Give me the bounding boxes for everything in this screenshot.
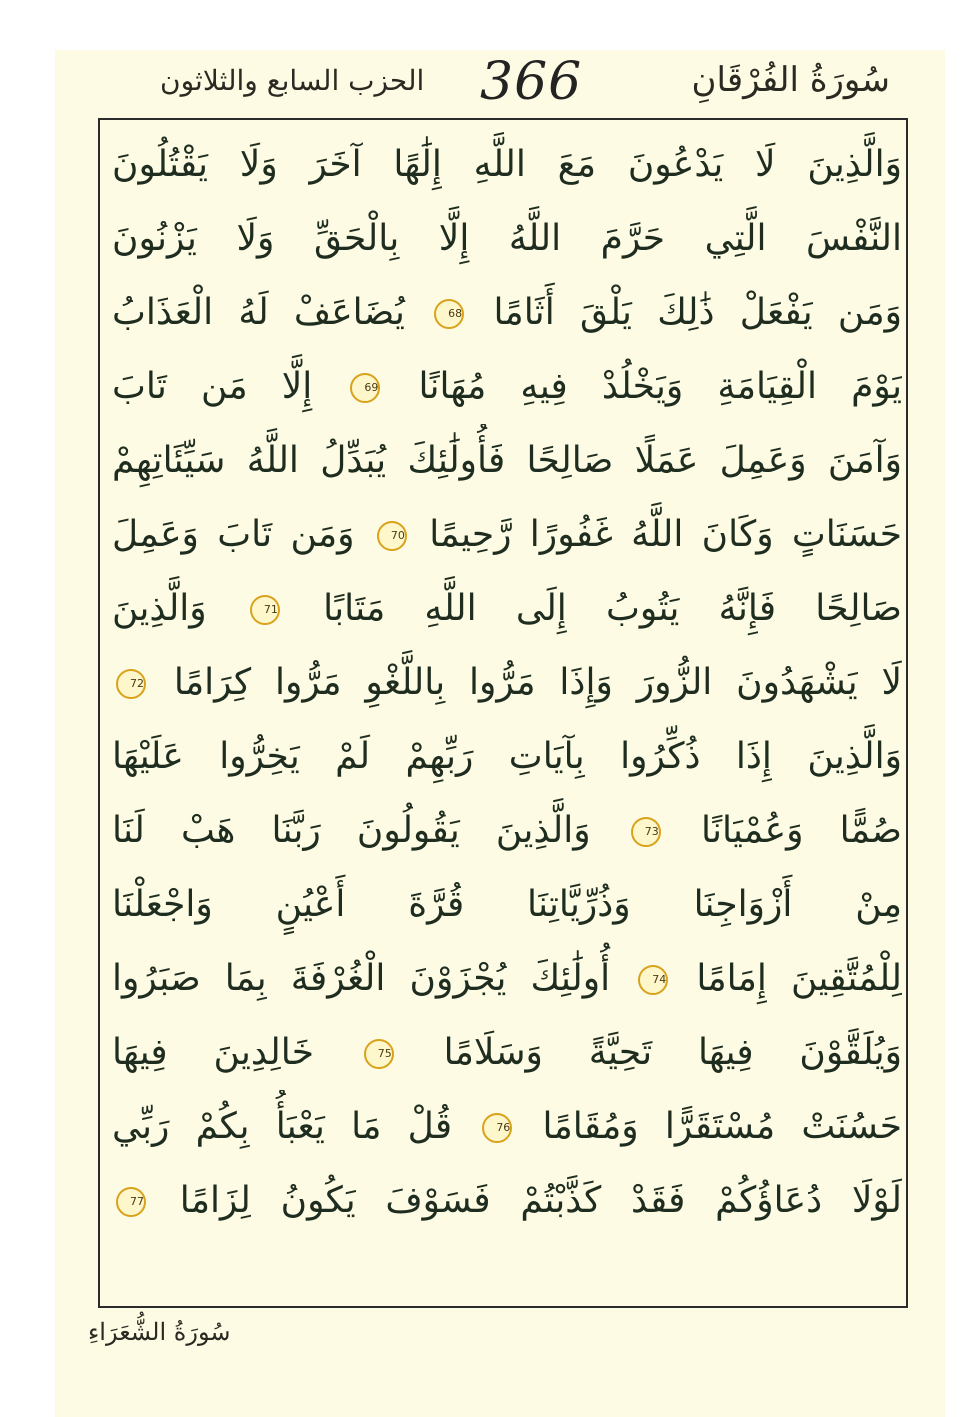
text-line xyxy=(112,424,902,498)
text-line xyxy=(112,1016,902,1090)
ayah-number-marker: 70 xyxy=(377,521,407,551)
verse-text: وَمَن يَفْعَلْ ذَٰلِكَ يَلْقَ أَثَامًا xyxy=(493,292,902,333)
text-line xyxy=(112,350,902,424)
verse-text: خَالِدِينَ فِيهَا xyxy=(112,1032,314,1073)
verse-text: لَوْلَا دُعَاؤُكُمْ فَقَدْ كَذَّبْتُمْ فَسَوْفَ يَكُونُ لِزَامًا xyxy=(179,1180,902,1221)
text-line xyxy=(112,794,902,868)
verse-text: يَوْمَ الْقِيَامَةِ وَيَخْلُدْ فِيهِ مُهَانًا xyxy=(418,366,902,407)
verse-text: حَسَنَاتٍ وَكَانَ اللَّهُ غَفُورًا رَّحِيمًا xyxy=(429,514,902,555)
verse-text: صَالِحًا فَإِنَّهُ يَتُوبُ إِلَى اللَّهِ مَتَابًا xyxy=(323,588,902,629)
verse-text: وَالَّذِينَ xyxy=(112,588,207,629)
verse-text: يُضَاعَفْ لَهُ الْعَذَابُ xyxy=(112,292,405,333)
page-number: 366 xyxy=(480,52,583,112)
quran-text-block xyxy=(112,128,902,1238)
text-line xyxy=(112,276,902,350)
verse-text: وَالَّذِينَ يَقُولُونَ رَبَّنَا هَبْ لَنَا xyxy=(112,810,591,851)
text-line xyxy=(112,128,902,202)
verse-text: لَا يَشْهَدُونَ الزُّورَ وَإِذَا مَرُّوا بِاللَّغْوِ مَرُّوا كِرَامًا xyxy=(173,662,902,703)
verse-text: وَيُلَقَّوْنَ فِيهَا تَحِيَّةً وَسَلَامًا xyxy=(443,1032,902,1073)
page-header xyxy=(60,52,910,122)
ayah-number-marker: 75 xyxy=(364,1039,394,1069)
ayah-number-marker: 76 xyxy=(482,1113,512,1143)
text-line xyxy=(112,646,902,720)
next-surah-catchword: سُورَةُ الشُّعَرَاءِ xyxy=(88,1318,231,1346)
verse-text: وَالَّذِينَ لَا يَدْعُونَ مَعَ اللَّهِ إِلَٰهًا آخَرَ وَلَا يَقْتُلُونَ xyxy=(112,144,902,185)
text-line xyxy=(112,868,902,942)
text-line xyxy=(112,942,902,1016)
verse-text: أُولَٰئِكَ يُجْزَوْنَ الْغُرْفَةَ بِمَا صَبَرُوا xyxy=(112,958,611,999)
verse-text: لِلْمُتَّقِينَ إِمَامًا xyxy=(696,958,902,999)
verse-text: وَآمَنَ وَعَمِلَ عَمَلًا صَالِحًا فَأُولَٰئِكَ يُبَدِّلُ اللَّهُ سَيِّئَاتِهِمْ xyxy=(112,440,902,481)
verse-text: إِلَّا مَن تَابَ xyxy=(112,366,313,407)
text-line xyxy=(112,202,902,276)
verse-text: قُلْ مَا يَعْبَأُ بِكُمْ رَبِّي xyxy=(112,1106,453,1147)
verse-text: مِنْ أَزْوَاجِنَا وَذُرِّيَّاتِنَا قُرَّةَ أَعْيُنٍ وَاجْعَلْنَا xyxy=(112,884,902,925)
ayah-number-marker: 72 xyxy=(116,669,146,699)
verse-text: وَمَن تَابَ وَعَمِلَ xyxy=(112,514,355,555)
text-line xyxy=(112,720,902,794)
ayah-number-marker: 71 xyxy=(250,595,280,625)
surah-title: سُورَةُ الفُرْقَانِ xyxy=(691,60,890,100)
text-line xyxy=(112,498,902,572)
hizb-label: الحزب السابع والثلاثون xyxy=(160,64,425,97)
ayah-number-marker: 68 xyxy=(434,299,464,329)
text-line xyxy=(112,1164,902,1238)
verse-text: حَسُنَتْ مُسْتَقَرًّا وَمُقَامًا xyxy=(542,1106,902,1147)
text-line xyxy=(112,572,902,646)
verse-text: النَّفْسَ الَّتِي حَرَّمَ اللَّهُ إِلَّا بِالْحَقِّ وَلَا يَزْنُونَ xyxy=(112,218,902,259)
ayah-number-marker: 77 xyxy=(116,1187,146,1217)
text-line xyxy=(112,1090,902,1164)
verse-text: وَالَّذِينَ إِذَا ذُكِّرُوا بِآيَاتِ رَبِّهِمْ لَمْ يَخِرُّوا عَلَيْهَا xyxy=(112,736,902,777)
ayah-number-marker: 73 xyxy=(631,817,661,847)
ayah-number-marker: 69 xyxy=(350,373,380,403)
ayah-number-marker: 74 xyxy=(638,965,668,995)
verse-text: صُمًّا وَعُمْيَانًا xyxy=(700,810,902,851)
